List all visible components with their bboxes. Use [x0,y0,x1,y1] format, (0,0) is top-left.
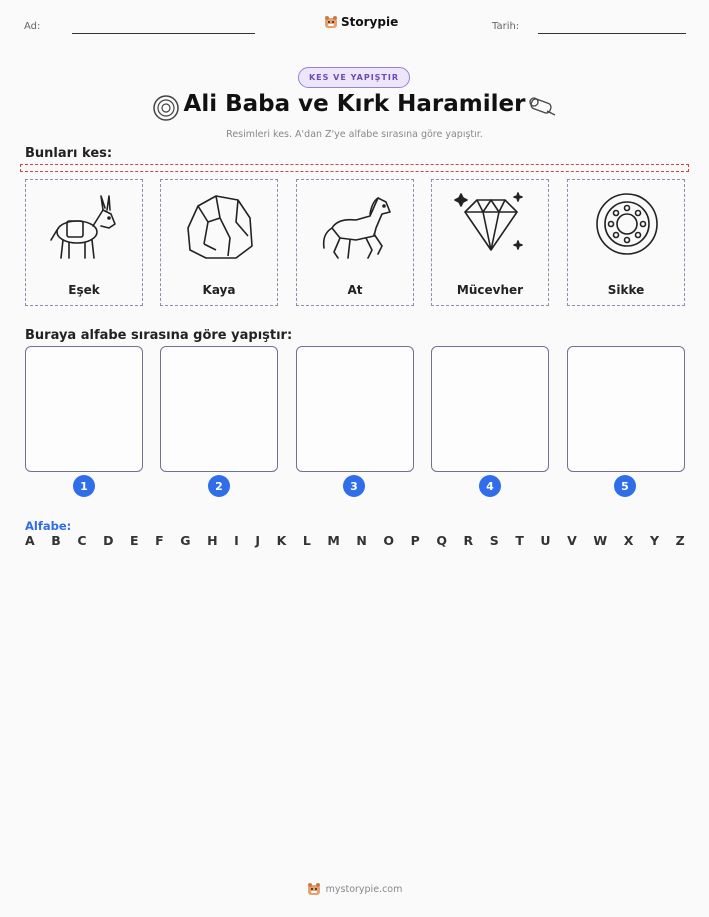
storypie-mascot-icon [307,882,321,896]
date-line[interactable] [538,33,686,34]
alphabet-letter: M [327,533,340,548]
alphabet-letter: Z [675,533,685,548]
activity-badge: KES VE YAPIŞTIR [298,67,410,88]
cut-line [20,164,689,172]
gem-icon [451,188,531,268]
alphabet-label: Alfabe: [25,519,72,533]
card-label: Eşek [68,283,100,297]
alphabet-letter: D [103,533,114,548]
card-label: Kaya [202,283,236,297]
alphabet-letter: P [410,533,420,548]
rock-icon [180,188,260,268]
card-label: Sikke [607,283,645,297]
alphabet-letter: L [302,533,311,548]
brand-logo [324,15,398,29]
card-mucevher[interactable] [431,179,549,306]
alphabet-letter: F [155,533,164,548]
card-kaya[interactable] [160,179,278,306]
carpet-roll-icon [527,95,557,119]
slot-number: 4 [479,475,501,497]
card-esek[interactable] [25,179,143,306]
paste-slot-2[interactable] [160,346,278,472]
paste-heading: Buraya alfabe sırasına göre yapıştır: [25,328,293,343]
alphabet-letter: Y [649,533,659,548]
card-label: Mücevher [456,283,524,297]
slot-number: 2 [208,475,230,497]
name-line[interactable] [72,33,255,34]
alphabet-letter: A [25,533,35,548]
slot-number: 3 [343,475,365,497]
coin-icon [587,188,667,268]
alphabet-letter: E [130,533,139,548]
slot-number: 1 [73,475,95,497]
slot-number: 5 [614,475,636,497]
donkey-icon [45,188,125,268]
alphabet-letter: U [540,533,551,548]
cut-heading: Bunları kes: [25,146,113,161]
date-label: Tarih: [492,21,520,32]
paste-slot-4[interactable] [431,346,549,472]
card-at[interactable] [296,179,414,306]
alphabet-letter: K [276,533,287,548]
paste-slot-3[interactable] [296,346,414,472]
alphabet-letter: C [77,533,87,548]
alphabet-letter: N [356,533,367,548]
alphabet-letter: X [623,533,634,548]
card-sikke[interactable] [567,179,685,306]
paste-slot-5[interactable] [567,346,685,472]
alphabet-letter: B [51,533,61,548]
alphabet-letter: I [234,533,239,548]
horse-icon [316,188,396,268]
name-label: Ad: [24,21,41,32]
alphabet-letter: T [515,533,524,548]
footer-site[interactable]: mystorypie.com [325,883,403,895]
alphabet-letter: W [593,533,608,548]
alphabet-letter: S [489,533,499,548]
footer [0,882,709,896]
instructions: Resimleri kes. A'dan Z'ye alfabe sırasına göre yapıştır. [226,129,483,140]
alphabet-letter: G [180,533,191,548]
alphabet-letter: O [383,533,395,548]
paste-slot-1[interactable] [25,346,143,472]
page-title: Ali Baba ve Kırk Haramiler [183,91,526,117]
brand-name: Storypie [341,15,399,29]
alphabet-letter: Q [436,533,447,548]
card-label: At [347,283,363,297]
alphabet-letter: R [463,533,474,548]
alphabet-letter: J [255,533,260,548]
alphabet-letter: V [567,533,577,548]
alphabet-row [25,533,685,548]
alphabet-letter: H [207,533,218,548]
storypie-mascot-icon [324,15,338,29]
